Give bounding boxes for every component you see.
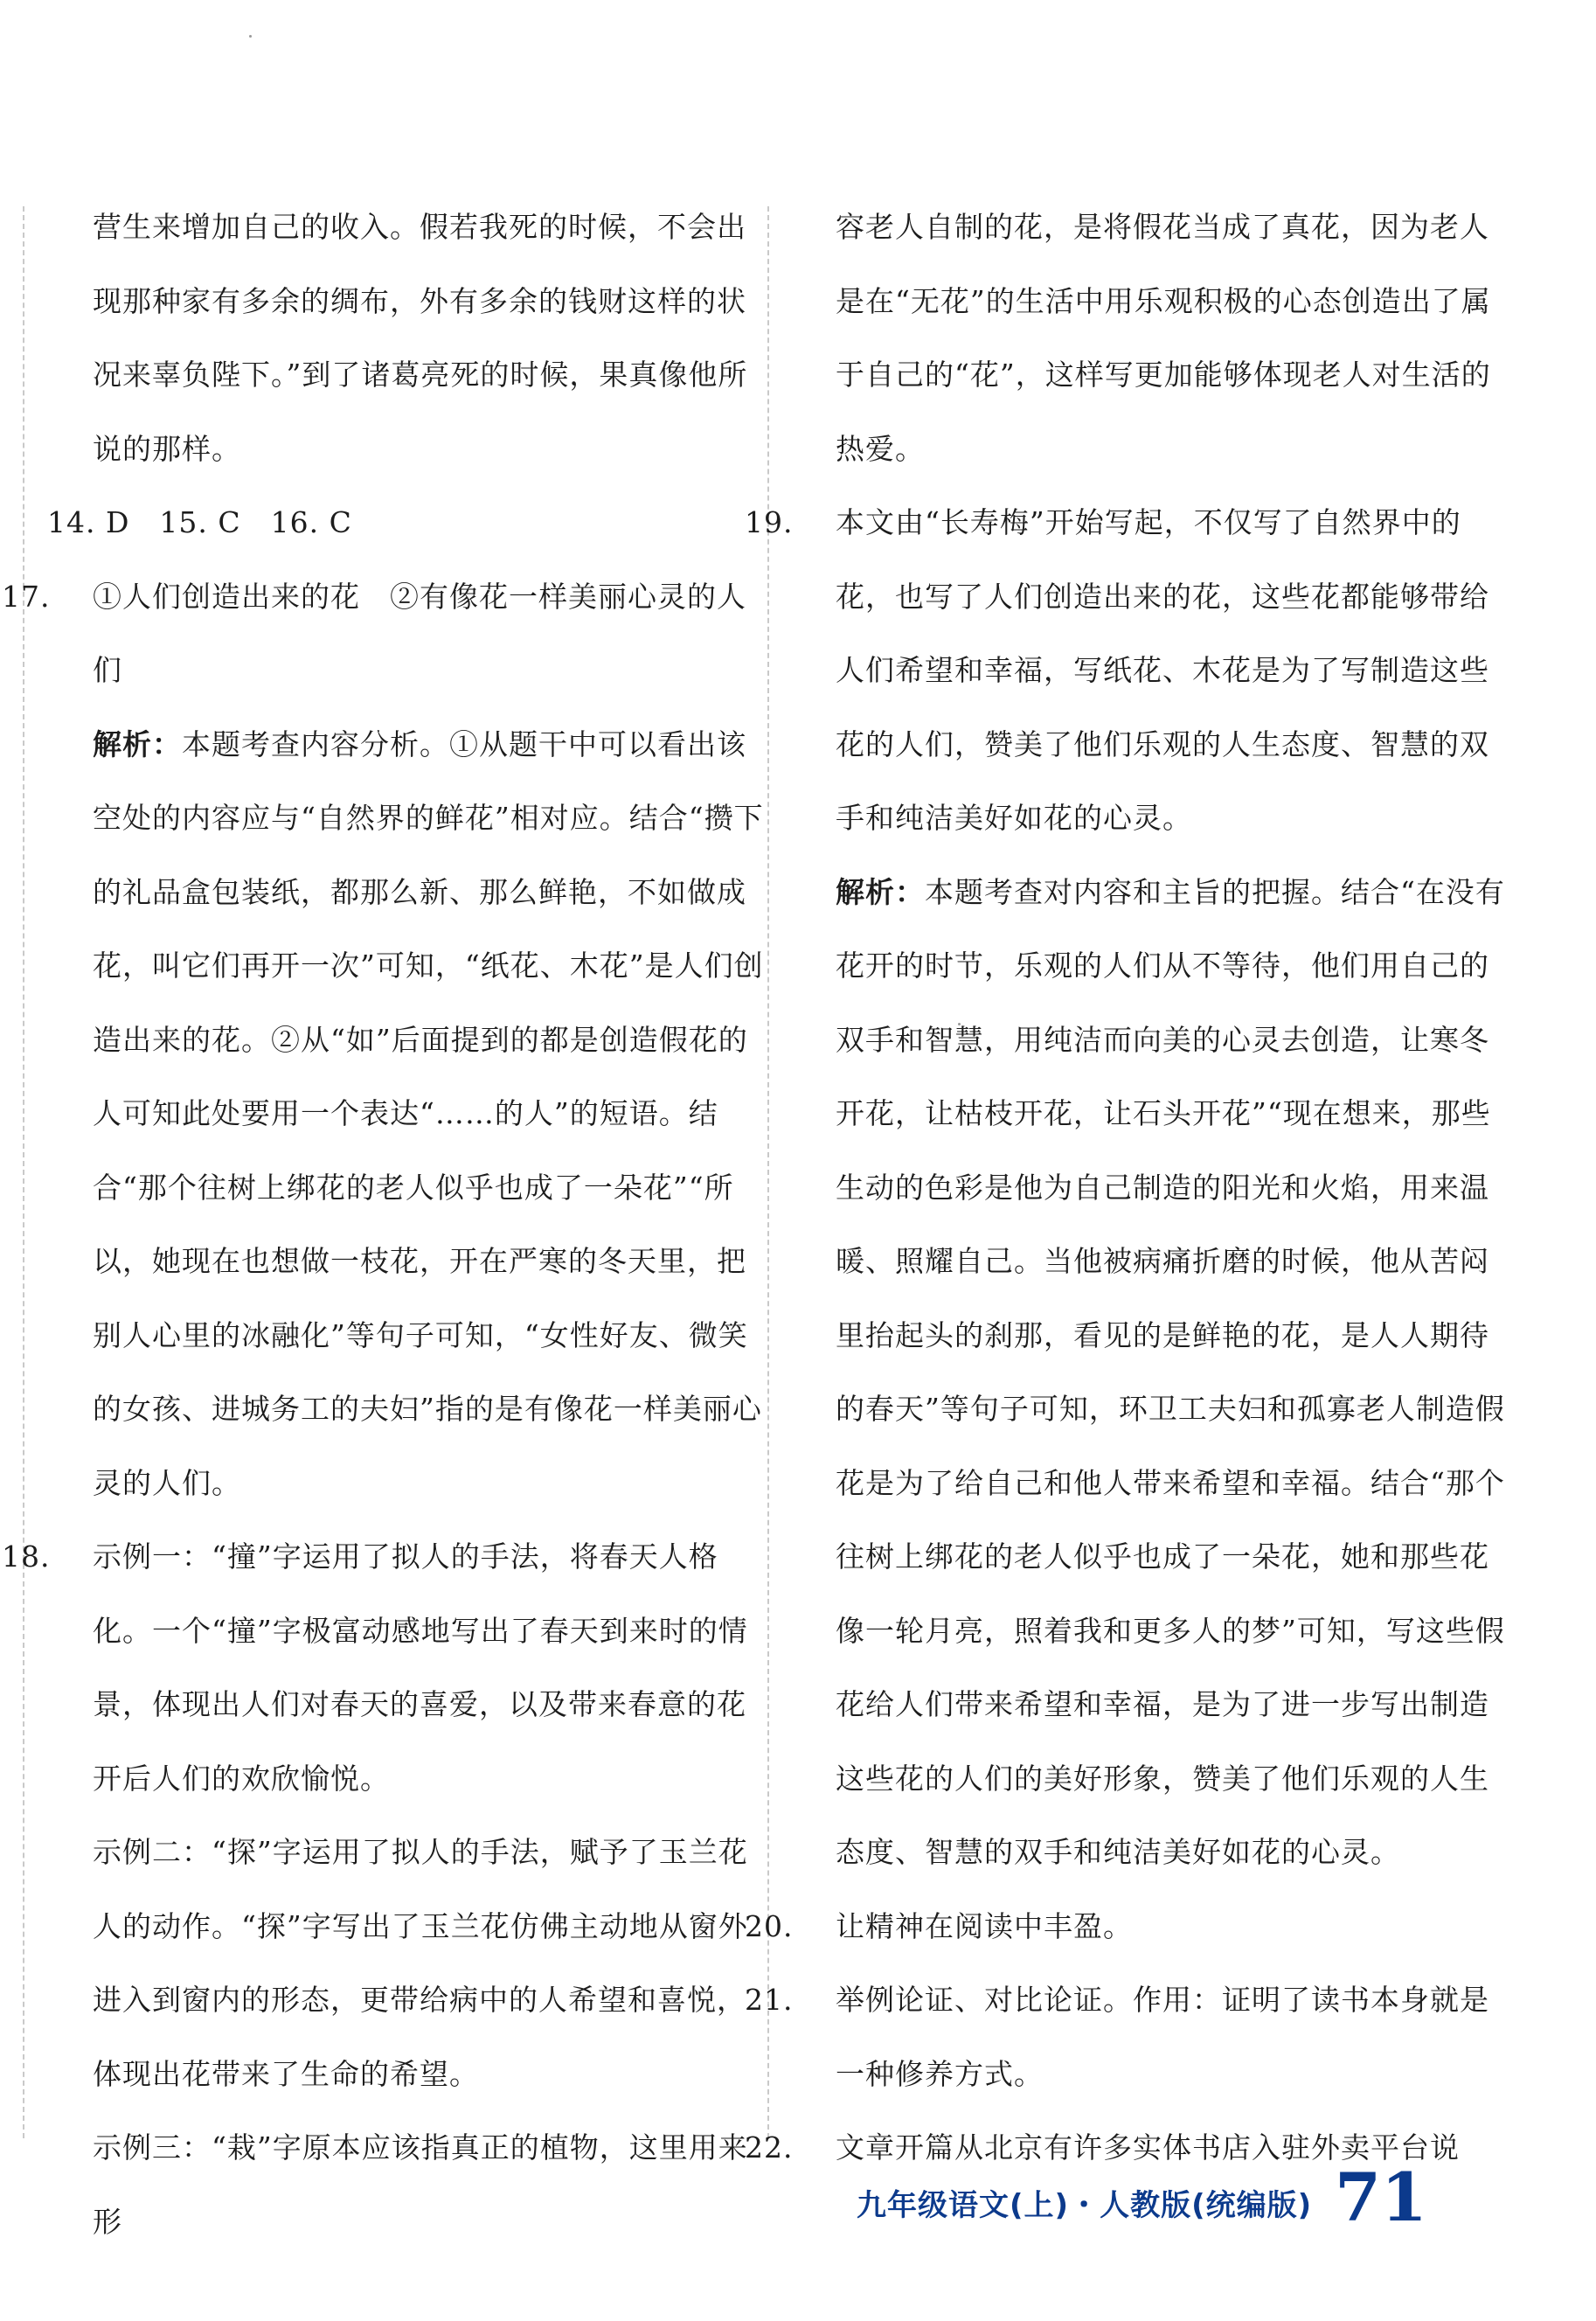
text-line: 现那种家有多余的绸布，外有多余的钱财这样的状 — [93, 283, 746, 318]
answer-text: ①人们创造出来的花 ②有像花一样美丽心灵的人们 — [93, 579, 746, 687]
question-number: 22. — [745, 2130, 794, 2165]
analysis-text: 本题考查对内容和主旨的把握。结合“在没有花开的时节，乐观的人们从不等待，他们用自己的双手和智慧，用纯洁而向美的心灵去创造，让寒冬开花，让枯枝开花，让石头开花”“现在想来，那些生动的色彩是他为自己制造的阳光和火焰，用来温暖、照耀自己。当他被病痛折磨的时候，他从苦闷里抬起头的刹那，看见的是鲜艳的花，是人人期待的春天”等句子可知，环卫工夫妇和孤寡老人制造假花是为了给自己和他人带来希望和幸福。结合“那个往树上绑花的老人似乎也成了一朵花，她和那些花像一轮月亮，照着我和更多人的梦”可知，写这些假花给人们带来希望和幸福，是为了进一步写出制造这些花的人们的美好形象，赞美了他们乐观的人生态度、智慧的双手和纯洁美好如花的心灵。 — [836, 874, 1505, 1869]
right-column — [745, 191, 1507, 2185]
answer-text: 让精神在阅读中丰盈。 — [836, 1908, 1133, 1943]
q13-continuation — [47, 191, 764, 486]
q19-answer — [745, 486, 1507, 856]
question-number: 21. — [745, 1983, 794, 2017]
q17-analysis — [47, 708, 764, 1521]
question-number: 19. — [745, 505, 794, 539]
q18-example-2: 示例二：“探”字运用了拟人的手法，赋予了玉兰花人的动作。“探”字写出了玉兰花仿佛主动地从窗外进入到窗内的形态，更带给病中的人希望和喜悦，体现出花带来了生命的希望。 — [93, 1835, 748, 2091]
answers-14-16: 14. D 15. C 16. C — [47, 505, 352, 539]
left-margin-divider — [23, 206, 24, 2138]
page-number: 71 — [1335, 2158, 1427, 2236]
question-number: 20. — [745, 1908, 794, 1943]
text-line: 营生来增加自己的收入。假若我死的时候，不会出 — [93, 210, 746, 244]
example-text: 示例一：“撞”字运用了拟人的手法，将春天人格化。一个“撞”字极富动感地写出了春天到来时的情景，体现出人们对春天的喜爱，以及带来春意的花开后人们的欢欣愉悦。 — [93, 1539, 748, 1796]
analysis-label: 解析： — [836, 874, 925, 909]
answer-text: 文章开篇从北京有许多实体书店入驻外卖平台说 — [836, 2130, 1460, 2165]
q17-answer — [2, 560, 764, 708]
analysis-label: 解析： — [93, 726, 182, 761]
scan-speck — [249, 35, 252, 38]
page-footer — [857, 2158, 1427, 2236]
answer-text: 举例论证、对比论证。作用：证明了读书本身就是一种修养方式。 — [836, 1983, 1489, 2091]
text-line: 况来辜负陛下。”到了诸葛亮死的时候，果真像他所 — [93, 358, 748, 392]
q19-analysis — [790, 856, 1507, 1890]
q18-example-3: 示例三：“栽”字原本应该指真正的植物，这里用来形 — [93, 2130, 748, 2239]
left-column — [2, 191, 764, 2259]
q18-example-1 — [2, 1520, 764, 1816]
q20-answer — [745, 1890, 1507, 1964]
text-line: 说的那样。 — [93, 431, 241, 466]
analysis-text: 本题考查内容分析。①从题干中可以看出该空处的内容应与“自然界的鲜花”相对应。结合“攒下的礼品盒包装纸，都那么新、那么鲜艳，不如做成花，叫它们再开一次”可知，“纸花、木花”是人们创造出来的花。②从“如”后面提到的都是创造假花的人可知此处要用一个表达“……的人”的短语。结合“那个往树上绑花的老人似乎也成了一朵花”“所以，她现在也想做一枝花，开在严寒的冬天里，把别人心里的冰融化”等句子可知，“女性好友、微笑的女孩、进城务工的夫妇”指的是有像花一样美丽心灵的人们。 — [93, 726, 764, 1500]
question-number: 18. — [2, 1539, 51, 1574]
book-title: 九年级语文(上)・人教版(统编版) — [857, 2188, 1313, 2223]
q18-example-3-continuation: 容老人自制的花，是将假花当成了真花，因为老人是在“无花”的生活中用乐观积极的心态创造出了属于自己的“花”，这样写更加能够体现老人对生活的热爱。 — [836, 210, 1491, 466]
answer-text: 本文由“长寿梅”开始写起，不仅写了自然界中的花，也写了人们创造出来的花，这些花都能够带给人们希望和幸福，写纸花、木花是为了写制造这些花的人们，赞美了他们乐观的人生态度、智慧的双手和纯洁美好如花的心灵。 — [836, 505, 1489, 835]
question-number: 17. — [2, 579, 51, 614]
q21-answer — [745, 1963, 1507, 2111]
